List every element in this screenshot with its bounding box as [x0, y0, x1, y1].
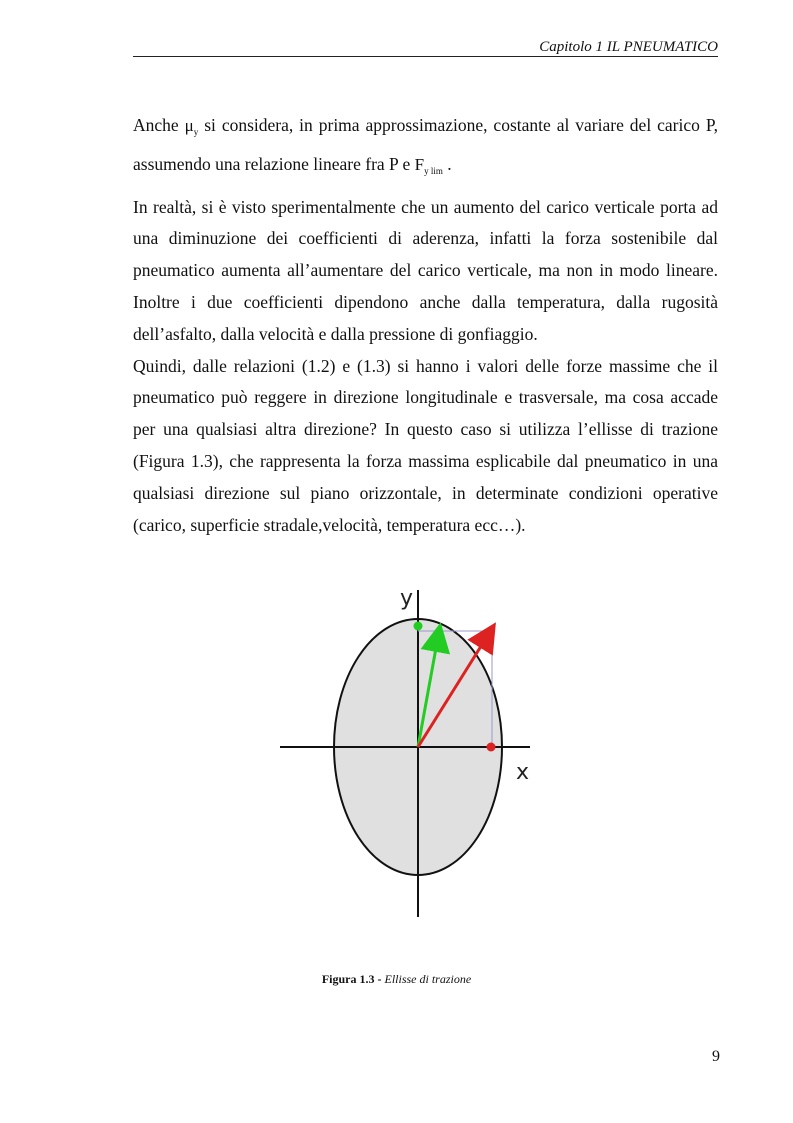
- figure-caption: [0, 972, 793, 987]
- mu-symbol: μ: [184, 116, 194, 135]
- page-number: 9: [712, 1048, 720, 1065]
- paragraph-3: Quindi, dalle relazioni (1.2) e (1.3) si hanno i valori delle forze massime che il pneumatico può reggere in direzione longitudinale e trasversale, ma cosa accade per una qualsiasi altra direzione? In questo caso si utilizza l’ellisse di trazione (Figura 1.3), che rappresenta la forza massima esplicabile dal pneumatico in una qualsiasi direzione sul piano orizzontale, in determinate condizioni operative (carico, superficie stradale,velocità, temperatura ecc…).: [133, 355, 718, 535]
- green-point: [414, 622, 423, 631]
- p1-text-a: Anche: [133, 115, 185, 135]
- y-axis-label: y: [400, 586, 414, 611]
- running-header: [133, 38, 718, 57]
- f-symbol: F: [414, 154, 425, 174]
- p1-text-b: si considera, in prima approssimazione, costante al variare del carico P, assumendo una relazione lineare fra P e: [133, 115, 718, 174]
- f-subscript: y lim: [424, 165, 443, 176]
- p1-text-end: .: [442, 153, 452, 174]
- traction-ellipse-diagram: [240, 555, 610, 965]
- paragraph-1: [133, 110, 718, 188]
- x-axis-label: x: [516, 760, 530, 785]
- mu-subscript: y: [193, 127, 199, 137]
- traction-ellipse-figure: [240, 555, 610, 965]
- chapter-title: Capitolo 1 IL PNEUMATICO: [539, 39, 718, 55]
- body-text: [133, 110, 718, 541]
- red-point: [487, 743, 496, 752]
- caption-label: Figura 1.3 -: [321, 972, 385, 986]
- caption-text: Ellisse di trazione: [384, 972, 472, 986]
- paragraph-2: In realtà, si è visto sperimentalmente che un aumento del carico verticale porta ad una diminuzione dei coefficienti di aderenza, infatti la forza sostenibile dal pneumatico aumenta all’aumentare del carico verticale, ma non in modo lineare. Inoltre i due coefficienti dipendono anche dalla temperatura, dalla rugosità dell’asfalto, dalla velocità e dalla pressione di gonfiaggio.: [133, 196, 718, 344]
